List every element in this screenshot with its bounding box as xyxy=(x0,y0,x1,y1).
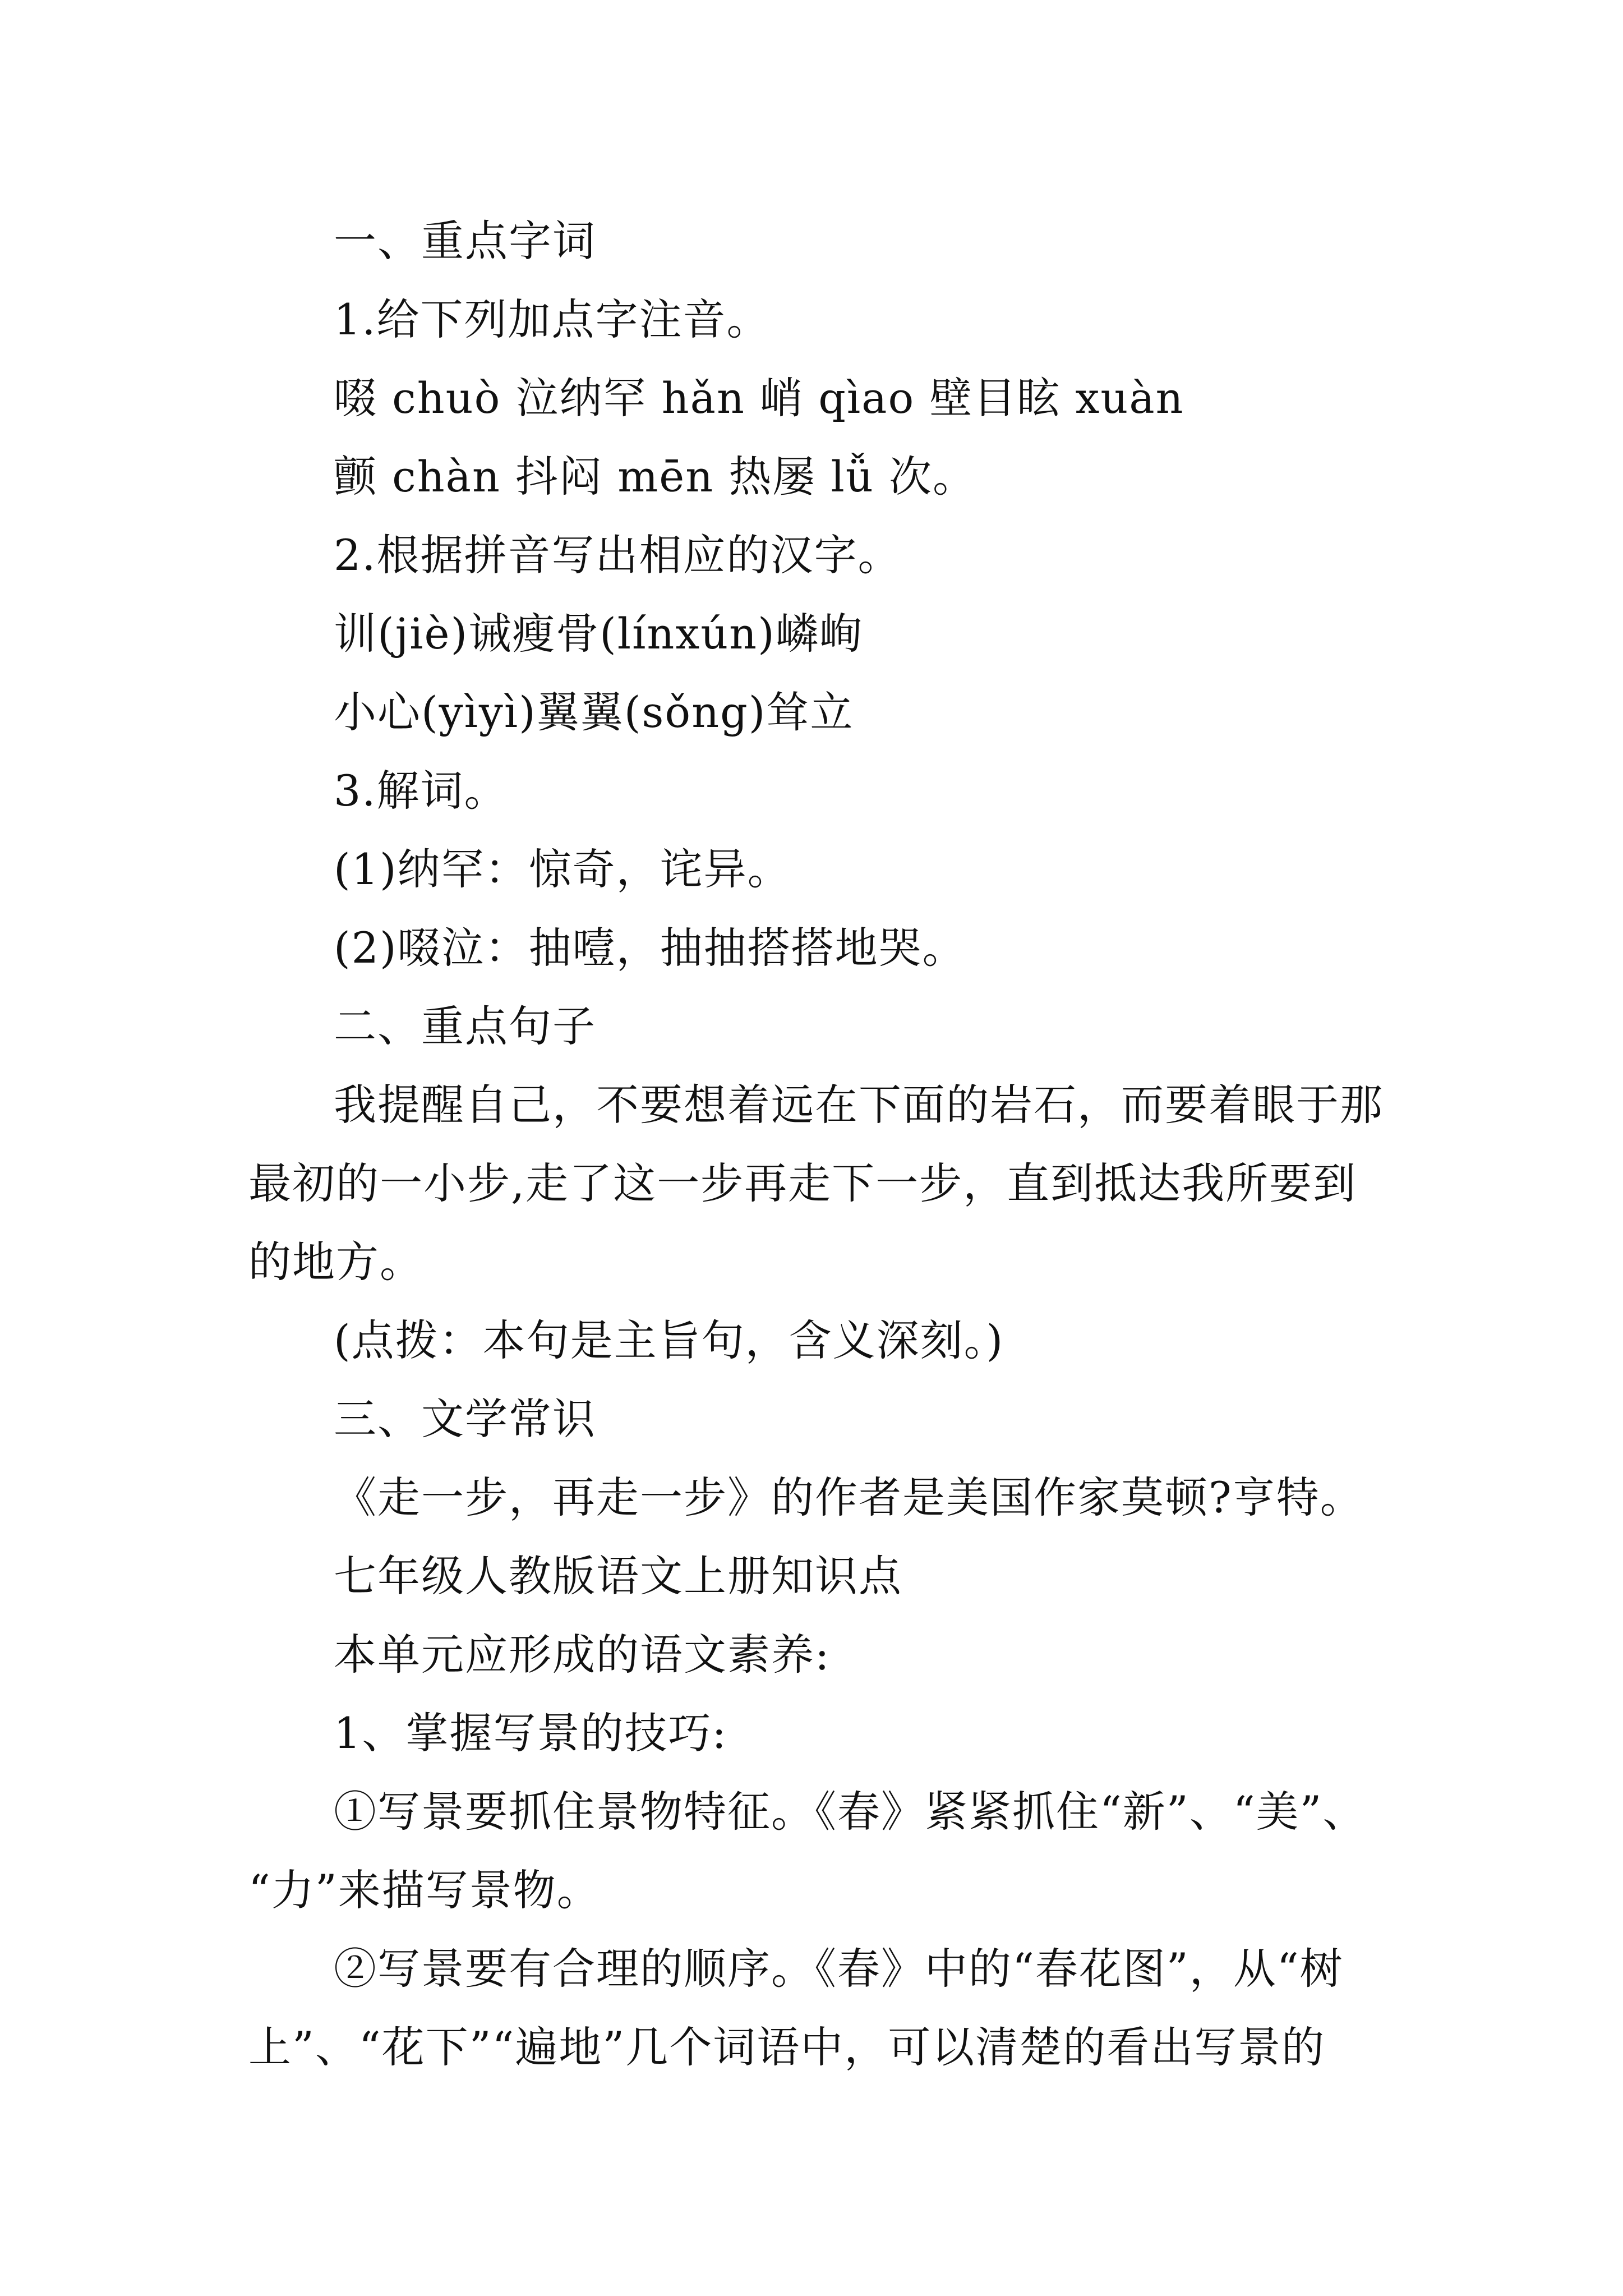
paragraph-line: 最初的一小步,走了这一步再走下一步，直到抵达我所要到 xyxy=(248,1158,1357,1208)
question-heading: 2.根据拼音写出相应的汉字。 xyxy=(334,530,902,580)
text-line: 颤 chàn 抖闷 mēn 热屡 lǚ 次。 xyxy=(334,452,976,501)
text-line: 本单元应形成的语文素养: xyxy=(334,1630,831,1680)
section-heading: 三、文学常识 xyxy=(334,1394,596,1444)
section-heading: 一、重点字词 xyxy=(334,216,596,266)
section-heading: 二、重点句子 xyxy=(334,1001,596,1051)
paragraph-line: 上”、“花下”“遍地”几个词语中，可以清楚的看出写景的 xyxy=(248,2022,1326,2072)
document-page xyxy=(248,202,1387,2087)
paragraph-line: “力”来描写景物。 xyxy=(248,1865,601,1915)
paragraph-line: 的地方。 xyxy=(248,1237,423,1287)
text-line: 啜 chuò 泣纳罕 hǎn 峭 qìao 壁目眩 xuàn xyxy=(334,373,1184,423)
paragraph-line: 我提醒自己，不要想着远在下面的岩石，而要着眼于那 xyxy=(334,1080,1384,1130)
question-heading: 3.解词。 xyxy=(334,766,508,816)
text-line: 1、掌握写景的技巧: xyxy=(334,1708,727,1758)
text-line: (2)啜泣：抽噎，抽抽搭搭地哭。 xyxy=(334,923,966,973)
question-heading: 1.给下列加点字注音。 xyxy=(334,295,771,344)
paragraph-line: ②写景要有合理的顺序。《春》中的“春花图”，从“树 xyxy=(334,1944,1344,1994)
text-line: (点拨：本句是主旨句，含义深刻。) xyxy=(334,1315,1004,1365)
text-line: 《走一步，再走一步》的作者是美国作家莫顿?亨特。 xyxy=(334,1473,1364,1522)
text-line: 训(jiè)诫瘦骨(línxún)嶙峋 xyxy=(334,609,863,659)
text-line: (1)纳罕：惊奇，诧异。 xyxy=(334,844,791,894)
text-line: 小心(yìyì)翼翼(sǒng)耸立 xyxy=(334,687,854,737)
paragraph-line: ①写景要抓住景物特征。《春》紧紧抓住“新”、“美”、 xyxy=(334,1787,1367,1837)
text-line: 七年级人教版语文上册知识点 xyxy=(334,1551,902,1601)
